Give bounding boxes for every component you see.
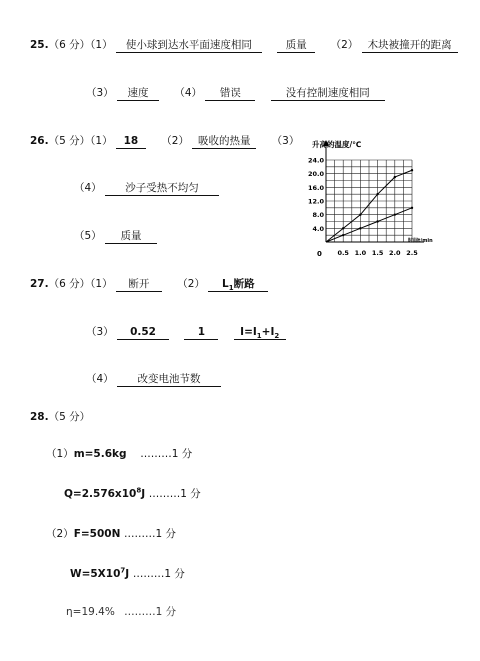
chart-grid: [326, 160, 412, 242]
q27-row3: [86, 325, 286, 340]
q27-answer-3c-plus: +I: [261, 326, 275, 338]
q26-answer-4: 沙子受热不均匀: [105, 182, 219, 196]
chart-origin-label: 0: [317, 250, 322, 258]
q27-part1-label: （1）: [90, 278, 113, 290]
temperature-rise-chart: [307, 138, 433, 264]
q28-part2-label: （2）: [46, 528, 74, 540]
q25-row2: [86, 86, 385, 101]
q25-answer-3: 木块被撞开的距离: [362, 39, 458, 53]
q28-line3-score: ………1 分: [124, 528, 177, 540]
q27-answer-2-sub: 1: [228, 284, 234, 293]
q28-heat-base: Q=2.576x10: [64, 488, 137, 500]
q26-row4: [74, 181, 219, 196]
q25-answer-4: 速度: [117, 87, 159, 101]
x-tick-label: 2.0: [389, 249, 401, 257]
y-tick-label: 16.0: [307, 183, 324, 192]
series-2-point: [376, 220, 378, 222]
q28-line-1: [46, 447, 192, 461]
q26-number: 26.: [30, 135, 49, 147]
q28-work-unit: J: [125, 568, 130, 580]
q27-answer-4: 改变电池节数: [117, 373, 221, 387]
x-tick-label: 1.0: [354, 249, 367, 257]
q27-number: 27.: [30, 278, 49, 290]
q27-part2-label: （2）: [177, 278, 205, 290]
series-2-point: [394, 213, 396, 215]
series-1-point: [342, 227, 344, 229]
q27-row1: [30, 277, 268, 292]
q28-line1-score: ………1 分: [140, 448, 193, 460]
q28-line-5: [66, 605, 176, 619]
q27-score: （6 分）: [48, 278, 91, 290]
q27-answer-3c-sub2: 2: [274, 332, 280, 341]
q27-answer-3c: [234, 326, 286, 340]
q28-efficiency: η=19.4%: [66, 606, 115, 618]
q28-heat: [64, 488, 145, 500]
q26-row5: [74, 229, 157, 244]
series-2-point: [359, 227, 361, 229]
q28-work-exponent: 7: [120, 566, 126, 575]
q28-line5-score: ………1 分: [124, 606, 177, 618]
q28-mass: m=5.6kg: [73, 448, 127, 460]
q27-answer-3b: 1: [184, 326, 218, 340]
q28-heat-exponent: 8: [136, 486, 142, 495]
chart-x-axis-label: 时间t/min: [408, 238, 433, 244]
q28-line-4: [70, 567, 185, 581]
q26-part2-label: （2）: [161, 135, 189, 147]
x-tick-label: 1.5: [371, 249, 384, 257]
q25-score: （6 分）: [48, 39, 91, 51]
series-2-point: [411, 207, 413, 209]
q27-answer-3c-sub1: 1: [256, 332, 262, 341]
q25-part3-label: （3）: [86, 87, 114, 99]
q28-line2-score: ………1 分: [148, 488, 201, 500]
series-1-point: [359, 213, 361, 215]
q27-answer-1: 断开: [116, 278, 162, 292]
q26-part5-label: （5）: [74, 230, 102, 242]
q27-part4-label: （4）: [86, 373, 114, 385]
series-1-point: [411, 169, 413, 171]
q26-row1: [30, 134, 299, 149]
q28-line-3: [46, 527, 176, 541]
q27-answer-3a: 0.52: [117, 326, 169, 340]
q26-answer-1: 18: [116, 135, 146, 149]
q27-answer-2-tail: 断路: [233, 278, 255, 290]
q28-line4-score: ………1 分: [132, 568, 185, 580]
q26-part1-label: （1）: [90, 135, 113, 147]
chart-y-axis-label: 升高的温度/℃: [312, 140, 362, 149]
series-2-point: [342, 234, 344, 236]
q26-answer-5: 质量: [105, 230, 157, 244]
q28-heat-unit: J: [141, 488, 146, 500]
q27-part3-label: （3）: [86, 326, 114, 338]
q27-row4: [86, 372, 221, 387]
q25-part2-label: （2）: [330, 39, 359, 51]
q25-number: 25.: [30, 39, 49, 51]
q25-answer-6: 没有控制速度相同: [271, 87, 385, 101]
q28-line-2: [64, 487, 201, 501]
q28-force: F=500N: [73, 528, 121, 540]
y-tick-label: 12.0: [307, 197, 324, 206]
q28-header: [30, 410, 90, 424]
q28-part1-label: （1）: [46, 448, 74, 460]
series-1-point: [376, 193, 378, 195]
q26-part4-label: （4）: [74, 182, 102, 194]
q27-answer-2-main: L: [222, 278, 229, 290]
q25-answer-1: 使小球到达水平面速度相同: [116, 39, 262, 53]
q27-answer-2: [208, 278, 268, 292]
q26-score: （5 分）: [48, 135, 91, 147]
y-tick-label: 8.0: [312, 211, 324, 220]
y-tick-label: 24.0: [307, 156, 324, 165]
y-tick-label: 4.0: [312, 224, 324, 233]
q28-work-base: W=5X10: [70, 568, 121, 580]
q28-work: [70, 568, 129, 580]
q28-number: 28.: [30, 411, 49, 423]
q28-score: （5 分）: [48, 411, 91, 423]
chart-series: [326, 169, 413, 242]
q27-answer-3c-i: I=I: [240, 326, 257, 338]
y-tick-label: 20.0: [307, 170, 324, 179]
q25-part4-label: （4）: [174, 87, 203, 99]
chart-axes: [323, 140, 424, 242]
q25-part1-label: （1）: [90, 39, 113, 51]
series-1-point: [394, 176, 396, 178]
x-tick-label: 0.5: [337, 249, 349, 257]
q25-row1: [30, 38, 458, 53]
x-tick-label: 2.5: [406, 249, 418, 257]
q26-part3-label: （3）: [271, 135, 300, 147]
q26-answer-2: 吸收的热量: [192, 135, 256, 149]
q25-answer-2: 质量: [277, 39, 315, 53]
q25-answer-5: 错误: [205, 87, 255, 101]
